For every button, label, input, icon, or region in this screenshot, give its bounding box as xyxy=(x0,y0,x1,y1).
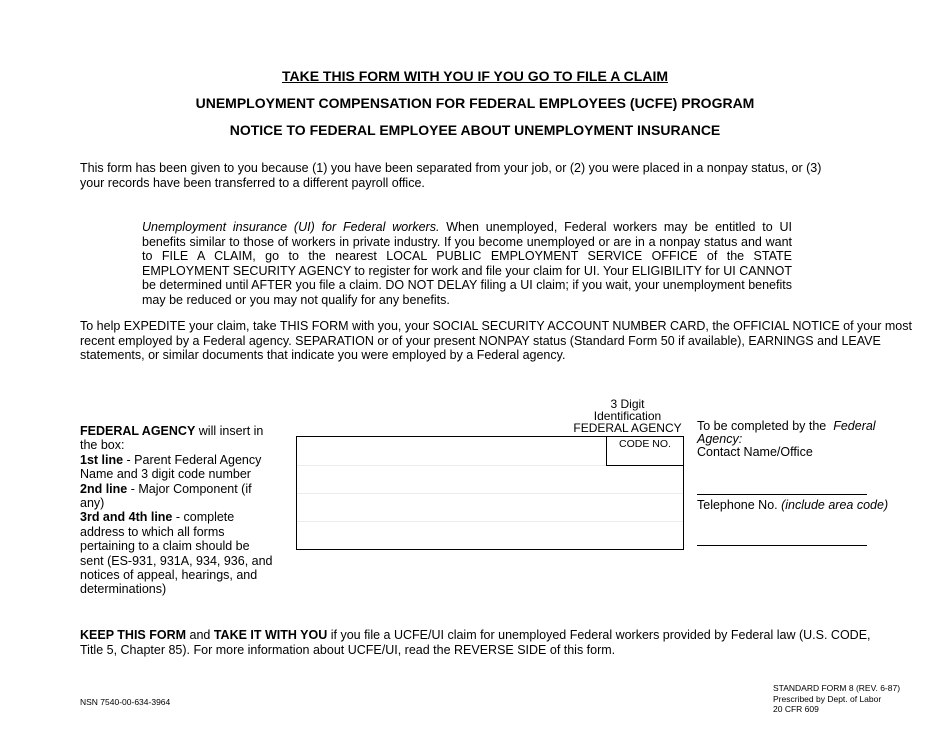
ui-info-body: When unemployed, Federal workers may be entitled to UI benefits similar to those of workers in private industry. If you become unemployed or are in a nonpay status and want to FILE A CLAIM, go to the nearest LOCAL PUBLIC EMPLOYMENT SERVICE OFFICE of the STATE EMPLOYMENT SECURITY AGENCY to register for work and file your claim for UI. Your ELIGIBILITY for UI CANNOT be determined until AFTER you file a claim. DO NOT DELAY filing a UI claim; if you wait, your unemployment benefits may be reduced or you may not qualify for any benefits. xyxy=(142,220,792,307)
keep-form-rest: if you file a UCFE/UI claim for unemployed Federal workers provided by Federal law (U.S. CODE, Title 5, Chapter 85). For more information about UCFE/UI, read the REVERSE SIDE of this form. xyxy=(80,628,871,657)
expedite-paragraph: To help EXPEDITE your claim, take THIS FORM with you, your SOCIAL SECURITY ACCOUNT NUMBER CARD, the OFFICIAL NOTICE of your most recent employed by a Federal agency. SEPARATION or of your present NONPAY status (Standard Form 50 if available), EARNINGS and LEAVE statements, or similar documents that indicate you were employed by a Federal agency. xyxy=(80,319,912,363)
sf-line1: STANDARD FORM 8 (REV. 6-87) xyxy=(773,683,901,693)
telephone-text: Telephone No. xyxy=(697,498,778,512)
digit-label-line1: 3 Digit xyxy=(610,397,645,411)
telephone-hint: (include area code) xyxy=(781,498,889,512)
agency-label-rest: will insert in the box: xyxy=(80,424,264,453)
standard-form-info xyxy=(773,683,943,715)
ui-info-paragraph xyxy=(142,220,792,308)
completed-by-label xyxy=(697,420,887,446)
agency-instructions xyxy=(80,424,275,597)
line1-text: - Parent Federal Agency Name and 3 digit code number xyxy=(80,452,262,482)
sf-line2: Prescribed by Dept. of Labor xyxy=(773,693,882,704)
intro-paragraph: This form has been given to you because (1) you have been separated from your job, or (2) you were placed in a nonpay status, or (3) your records have been transferred to a different payroll office. xyxy=(80,161,822,190)
telephone-label xyxy=(697,499,888,512)
keep-form-and: and xyxy=(186,628,214,642)
agency-label: FEDERAL AGENCY xyxy=(80,424,196,438)
nsn-number: NSN 7540-00-634-3964 xyxy=(80,697,171,707)
form-heading-take-form: TAKE THIS FORM WITH YOU IF YOU GO TO FILE A CLAIM xyxy=(281,68,669,84)
completed-by-text: To be completed by the xyxy=(697,419,827,433)
take-it-bold: TAKE IT WITH YOU xyxy=(213,628,328,642)
address-line-divider xyxy=(297,521,683,522)
program-title: UNEMPLOYMENT COMPENSATION FOR FEDERAL EMPLOYEES (UCFE) PROGRAM xyxy=(195,95,755,111)
digit-label-line2: Identification xyxy=(593,409,662,423)
line34-label: 3rd and 4th line xyxy=(80,510,173,525)
keep-form-bold: KEEP THIS FORM xyxy=(80,628,187,642)
line34-text: - complete address to which all forms pertaining to a claim should be sent (ES-931, 931A, 934, 936, and notices of appeal, hearings, and determinations) xyxy=(80,510,273,597)
notice-title: NOTICE TO FEDERAL EMPLOYEE ABOUT UNEMPLOYMENT INSURANCE xyxy=(229,122,721,138)
contact-name-label: Contact Name/Office xyxy=(697,445,813,459)
digit-label-line3: FEDERAL AGENCY xyxy=(573,421,682,435)
line2-label: 2nd line xyxy=(80,481,128,496)
ui-info-lead: Unemployment insurance (UI) for Federal workers. xyxy=(142,220,440,234)
telephone-line[interactable] xyxy=(697,545,867,546)
sf-line3: 20 CFR 609 xyxy=(773,704,819,714)
code-number-label: CODE NO. xyxy=(619,438,671,450)
line2-text: - Major Component (if any) xyxy=(80,481,252,511)
completed-by-agency: Federal Agency: xyxy=(697,419,876,446)
address-line-divider xyxy=(297,493,683,494)
line1-label: 1st line xyxy=(80,452,124,467)
contact-name-line[interactable] xyxy=(697,494,867,495)
keep-form-paragraph xyxy=(80,628,880,657)
